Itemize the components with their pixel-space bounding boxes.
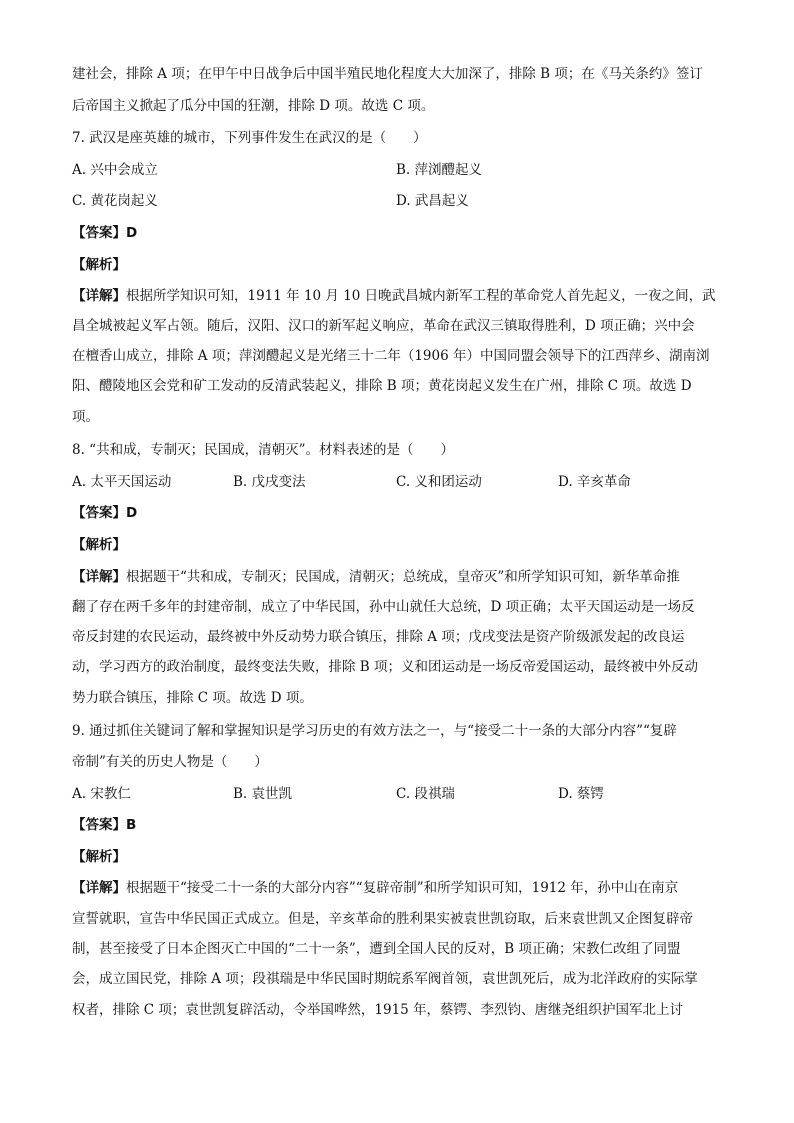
q7-answer: 【答案】D: [72, 225, 138, 241]
q9-stem: 帝制”有关的历史人物是（ ）: [72, 754, 268, 770]
q7-detail-text: 根据所学知识可知，1911 年 10 月 10 日晚武昌城内新军工程的革命党人首先起义，一夜之间，武: [126, 288, 716, 304]
q7-detail-label: 【详解】: [72, 288, 126, 304]
intro-line: 后帝国主义掀起了瓜分中国的狂潮，排除 D 项。故选 C 项。: [72, 98, 435, 114]
q7-detail-line: [72, 286, 722, 306]
q9-analysis-heading: 【解析】: [72, 849, 126, 865]
q8-option-c: C. 义和团运动: [396, 474, 482, 490]
q9-detail-line: [72, 878, 722, 898]
q8-detail-line: 帝反封建的农民运动，最终被中外反动势力联合镇压，排除 A 项；戊戌变法是资产阶级派发起的改良运: [72, 629, 685, 645]
q8-detail-line: [72, 567, 722, 587]
q9-detail-text: 根据题干“接受二十一条的大部分内容”“复辟帝制”和所学知识可知，1912 年，孙中山在南京: [126, 880, 679, 896]
q9-option-a: A. 宋教仁: [72, 786, 131, 802]
q8-stem: 8. “共和成，专制灭；民国成，清朝灭”。材料表述的是（ ）: [72, 442, 454, 458]
q7-stem: 7. 武汉是座英雄的城市，下列事件发生在武汉的是（ ）: [72, 130, 427, 146]
q9-detail-line: 宣誓就职，宣告中华民国正式成立。但是，辛亥革命的胜利果实被袁世凯窃取，后来袁世凯又企图复辟帝: [72, 911, 693, 927]
q7-option-c: C. 黄花岗起义: [72, 193, 158, 209]
q8-option-a: A. 太平天国运动: [72, 474, 172, 490]
q8-detail-label: 【详解】: [72, 569, 126, 585]
q8-detail-line: 翻了存在两千多年的封建帝制，成立了中华民国，孙中山就任大总统，D 项正确；太平天国运动是一场反: [72, 599, 695, 615]
q9-detail-line: 会，成立国民党，排除 A 项；段祺瑞是中华民国时期皖系军阀首领，袁世凯死后，成为北洋政府的实际掌: [72, 971, 698, 987]
q8-detail-line: 动，学习西方的政治制度，最终变法失败，排除 B 项；义和团运动是一场反帝爱国运动，最终被中外反动: [72, 659, 699, 675]
q7-detail-line: 阳、醴陵地区会党和矿工发动的反清武装起义，排除 B 项；黄花岗起义发生在广州，排除 C 项。故选 D: [72, 378, 692, 394]
q8-detail-text: 根据题干“共和成，专制灭；民国成，清朝灭；总统成，皇帝灭”和所学知识可知，新华革命推: [126, 569, 680, 585]
q9-answer: 【答案】B: [72, 817, 137, 833]
q9-option-b: B. 袁世凯: [233, 786, 293, 802]
q8-analysis-heading: 【解析】: [72, 537, 126, 553]
q7-analysis-heading: 【解析】: [72, 257, 126, 273]
intro-line: 建社会，排除 A 项；在甲午中日战争后中国半殖民地化程度大大加深了，排除 B 项；在《马关条约》签订: [72, 66, 703, 82]
q9-detail-label: 【详解】: [72, 880, 126, 896]
q8-option-b: B. 戊戌变法: [233, 474, 306, 490]
q9-detail-line: 制，甚至接受了日本企图灭亡中国的“二十一条”，遭到全国人民的反对，B 项正确；宋教仁改组了同盟: [72, 941, 681, 957]
q7-option-b: B. 萍浏醴起义: [396, 162, 483, 178]
q7-option-a: A. 兴中会成立: [72, 162, 158, 178]
q7-option-d: D. 武昌起义: [396, 193, 469, 209]
q7-detail-line: 昌全城被起义军占领。随后，汉阳、汉口的新军起义响应，革命在武汉三镇取得胜利，D 项正确；兴中会: [72, 318, 695, 334]
q8-option-d: D. 辛亥革命: [558, 474, 631, 490]
q9-stem: 9. 通过抓住关键词了解和掌握知识是学习历史的有效方法之一，与“接受二十一条的大部分内容”“复辟: [72, 723, 677, 739]
q9-option-d: D. 蔡锷: [558, 786, 604, 802]
q7-detail-line: 在檀香山成立，排除 A 项；萍浏醴起义是光绪三十二年（1906 年）中国同盟会领导下的江西萍乡、湖南浏: [72, 348, 710, 364]
q8-answer: 【答案】D: [72, 505, 138, 521]
q9-detail-line: 权者，排除 C 项；袁世凯复辟活动，令举国哗然，1915 年，蔡锷、李烈钧、唐继尧组织护国军北上讨: [72, 1002, 684, 1018]
q9-option-c: C. 段祺瑞: [396, 786, 455, 802]
q8-detail-line: 势力联合镇压，排除 C 项。故选 D 项。: [72, 690, 313, 706]
q7-detail-line: 项。: [72, 409, 99, 425]
